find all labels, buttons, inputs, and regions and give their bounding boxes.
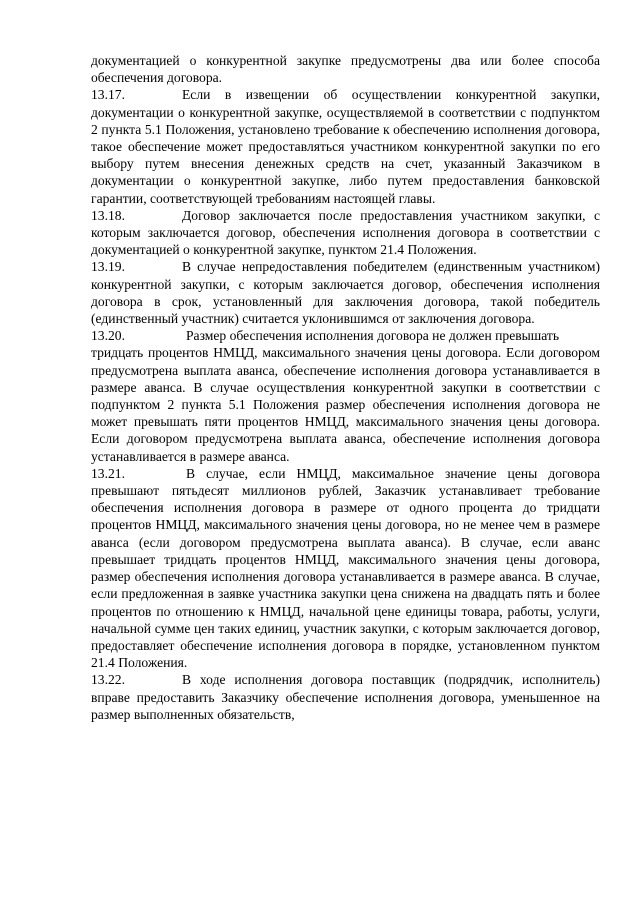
clause-text: Договор заключается после предоставления участником закупки, с которым заключается договор, обеспечения исполнения договора в соответствии с документацией о конкурентной закупке, пунктом 21.4 Положения. — [91, 207, 600, 258]
clause-13-20 — [91, 327, 600, 344]
clause-number: 13.21. — [91, 465, 125, 481]
clause-text: тридцать процентов НМЦД, максимального значения цены договора. Если договором предусмотрена выплата аванса, обеспечение исполнения договора устанавливается в размере аванса. В случае осуществления конкурентной закупки в соответствии с подпунктом 2 пункта 5.1 Положения размер обеспечения исполнения договора не может превышать пяти процентов НМЦД, максимального значения цены договора. Если договором предусмотрена выплата аванса, обеспечение исполнения договора устанавливается в размере аванса. — [91, 345, 600, 464]
clause-number: 13.18. — [91, 207, 125, 223]
clause-text: Если в извещении об осуществлении конкурентной закупки, документации о конкурентной закупке, осуществляемой в соответствии с подпунктом 2 пункта 5.1 Положения, установлено требование к обеспечению исполнения договора, такое обеспечение может предоставляться участником конкурентной закупки по его выбору путем внесения денежных средств на счет, указанный Заказчиком в документации о конкурентной закупке, либо путем предоставления банковской гарантии, соответствующей требованиям настоящей главы. — [91, 87, 600, 206]
clause-number: 13.19. — [91, 259, 125, 275]
clause-text: В случае, если НМЦД, максимальное значение цены договора превышают пятьдесят миллионов рублей, Заказчик устанавливает требование обеспечения исполнения договора в размере от одного процента до тридцати процентов НМЦД, максимального значения цены договора, но не менее чем в размере аванса (если договором предусмотрена выплата аванса). В случае, если аванс превышает тридцать процентов НМЦД, максимального значения цены договора, размер обеспечения исполнения договора устанавливается в размере аванса. В случае, если предложенная в заявке участника закупки цена снижена на двадцать пять и более процентов по отношению к НМЦД, начальной цене единицы товара, работы, услуги, начальной сумме цен таких единиц, участник закупки, с которым заключается договор, предоставляет обеспечение исполнения договора в порядке, установленном пунктом 21.4 Положения. — [91, 465, 600, 671]
paragraph-continuation — [91, 52, 600, 86]
clause-13-21 — [91, 465, 600, 671]
clause-13-18 — [91, 207, 600, 259]
clause-13-22 — [91, 671, 600, 723]
clause-text: Размер обеспечения исполнения договора не должен превышать — [186, 328, 560, 344]
clause-number: 13.22. — [91, 672, 125, 688]
clause-13-20-continuation — [91, 344, 600, 464]
paragraph-text: документацией о конкурентной закупке предусмотрены два или более способа обеспечения договора. — [91, 53, 600, 86]
clause-number: 13.17. — [91, 87, 125, 103]
clause-13-19 — [91, 258, 600, 327]
clause-text: В случае непредоставления победителем (единственным участником) конкурентной закупки, с которым заключается договор, обеспечения исполнения договора в срок, установленный для заключения договора, такой победитель (единственный участник) считается уклонившимся от заключения договора. — [91, 259, 600, 327]
clause-text: В ходе исполнения договора поставщик (подрядчик, исполнитель) вправе предоставить Заказчику обеспечение исполнения договора, уменьшенное на размер выполненных обязательств, — [91, 672, 600, 722]
clause-13-17 — [91, 86, 600, 206]
clause-number: 13.20. — [91, 328, 125, 344]
